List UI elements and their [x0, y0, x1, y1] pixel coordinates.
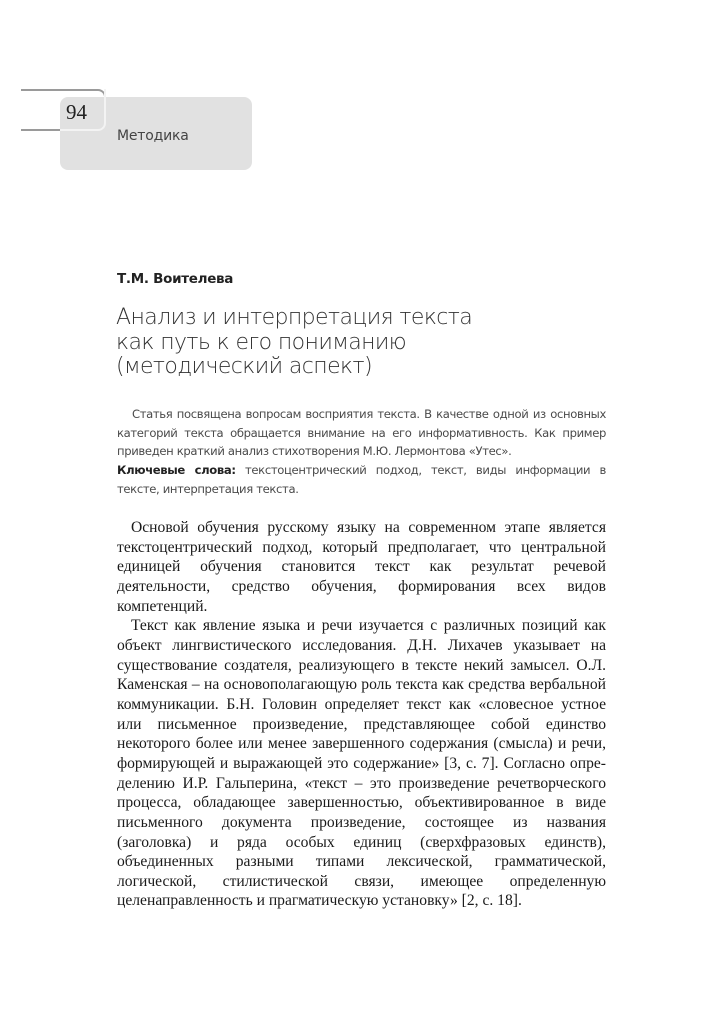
article-title-line: Анализ и интерпретация текста [116, 305, 473, 330]
page-number: 94 [66, 100, 87, 124]
article-keywords [117, 461, 606, 498]
article-title-line: как путь к его пониманию [116, 329, 407, 355]
article-author: Т.М. Воителева [117, 271, 234, 287]
section-label: Методика [117, 128, 189, 144]
body-paragraph: Основой обучения русскому языку на современном этапе является текстоцентрический подход, который предполагает, что центральной единицей обучения становится текст как результат речевой деятельности, средство обучения, формирования всех видов компетенций. [117, 519, 606, 615]
article-abstract-block [117, 405, 606, 499]
body-paragraph: Текст как явление языка и речи изучается с различных позиций как объект лингвистического исследования. Д.Н. Лихачев указывает на существование создателя, реализующего в тексте некий замысел. О.Л. Каменская – на основополагающую роль текста как средства вербальной коммуникации. Б.Н. Головин определяет текст как «словесное устное или письменное произведение, представляющее собой единство некоторого более или менее завершенного содержания (смысла) и речи, формирующей и выражающей это содержание» [3, с. 7]. Согласно определению И.Р. Гальперина, «текст – это произведение речетворческого процесса, обладающее завершенностью, объективированное в виде письменного документа произведение, состоящее из названия (заголовка) и ряда особых единиц (сверхфразовых единств), объединенных разными типами лексической, грамматической, логической, стилистической связи, имеющее определенную целенаправленность и прагматическую установку» [2, с. 18]. [117, 617, 606, 910]
keywords-label: Ключевые слова: [117, 463, 236, 478]
article-body [117, 518, 606, 911]
article-abstract: Статья посвящена вопросам восприятия текста. В качестве одной из основных категорий текста обращается внимание на его информативность. Как пример приведен краткий анализ стихотворения М.Ю. Лермонтова «Утес». [117, 407, 606, 459]
keywords-list: текстоцентрический подход, текст, виды информации в тексте, интерпретация текста. [117, 463, 606, 496]
article-title [116, 306, 616, 380]
article-title-line: (методический аспект) [116, 354, 372, 379]
